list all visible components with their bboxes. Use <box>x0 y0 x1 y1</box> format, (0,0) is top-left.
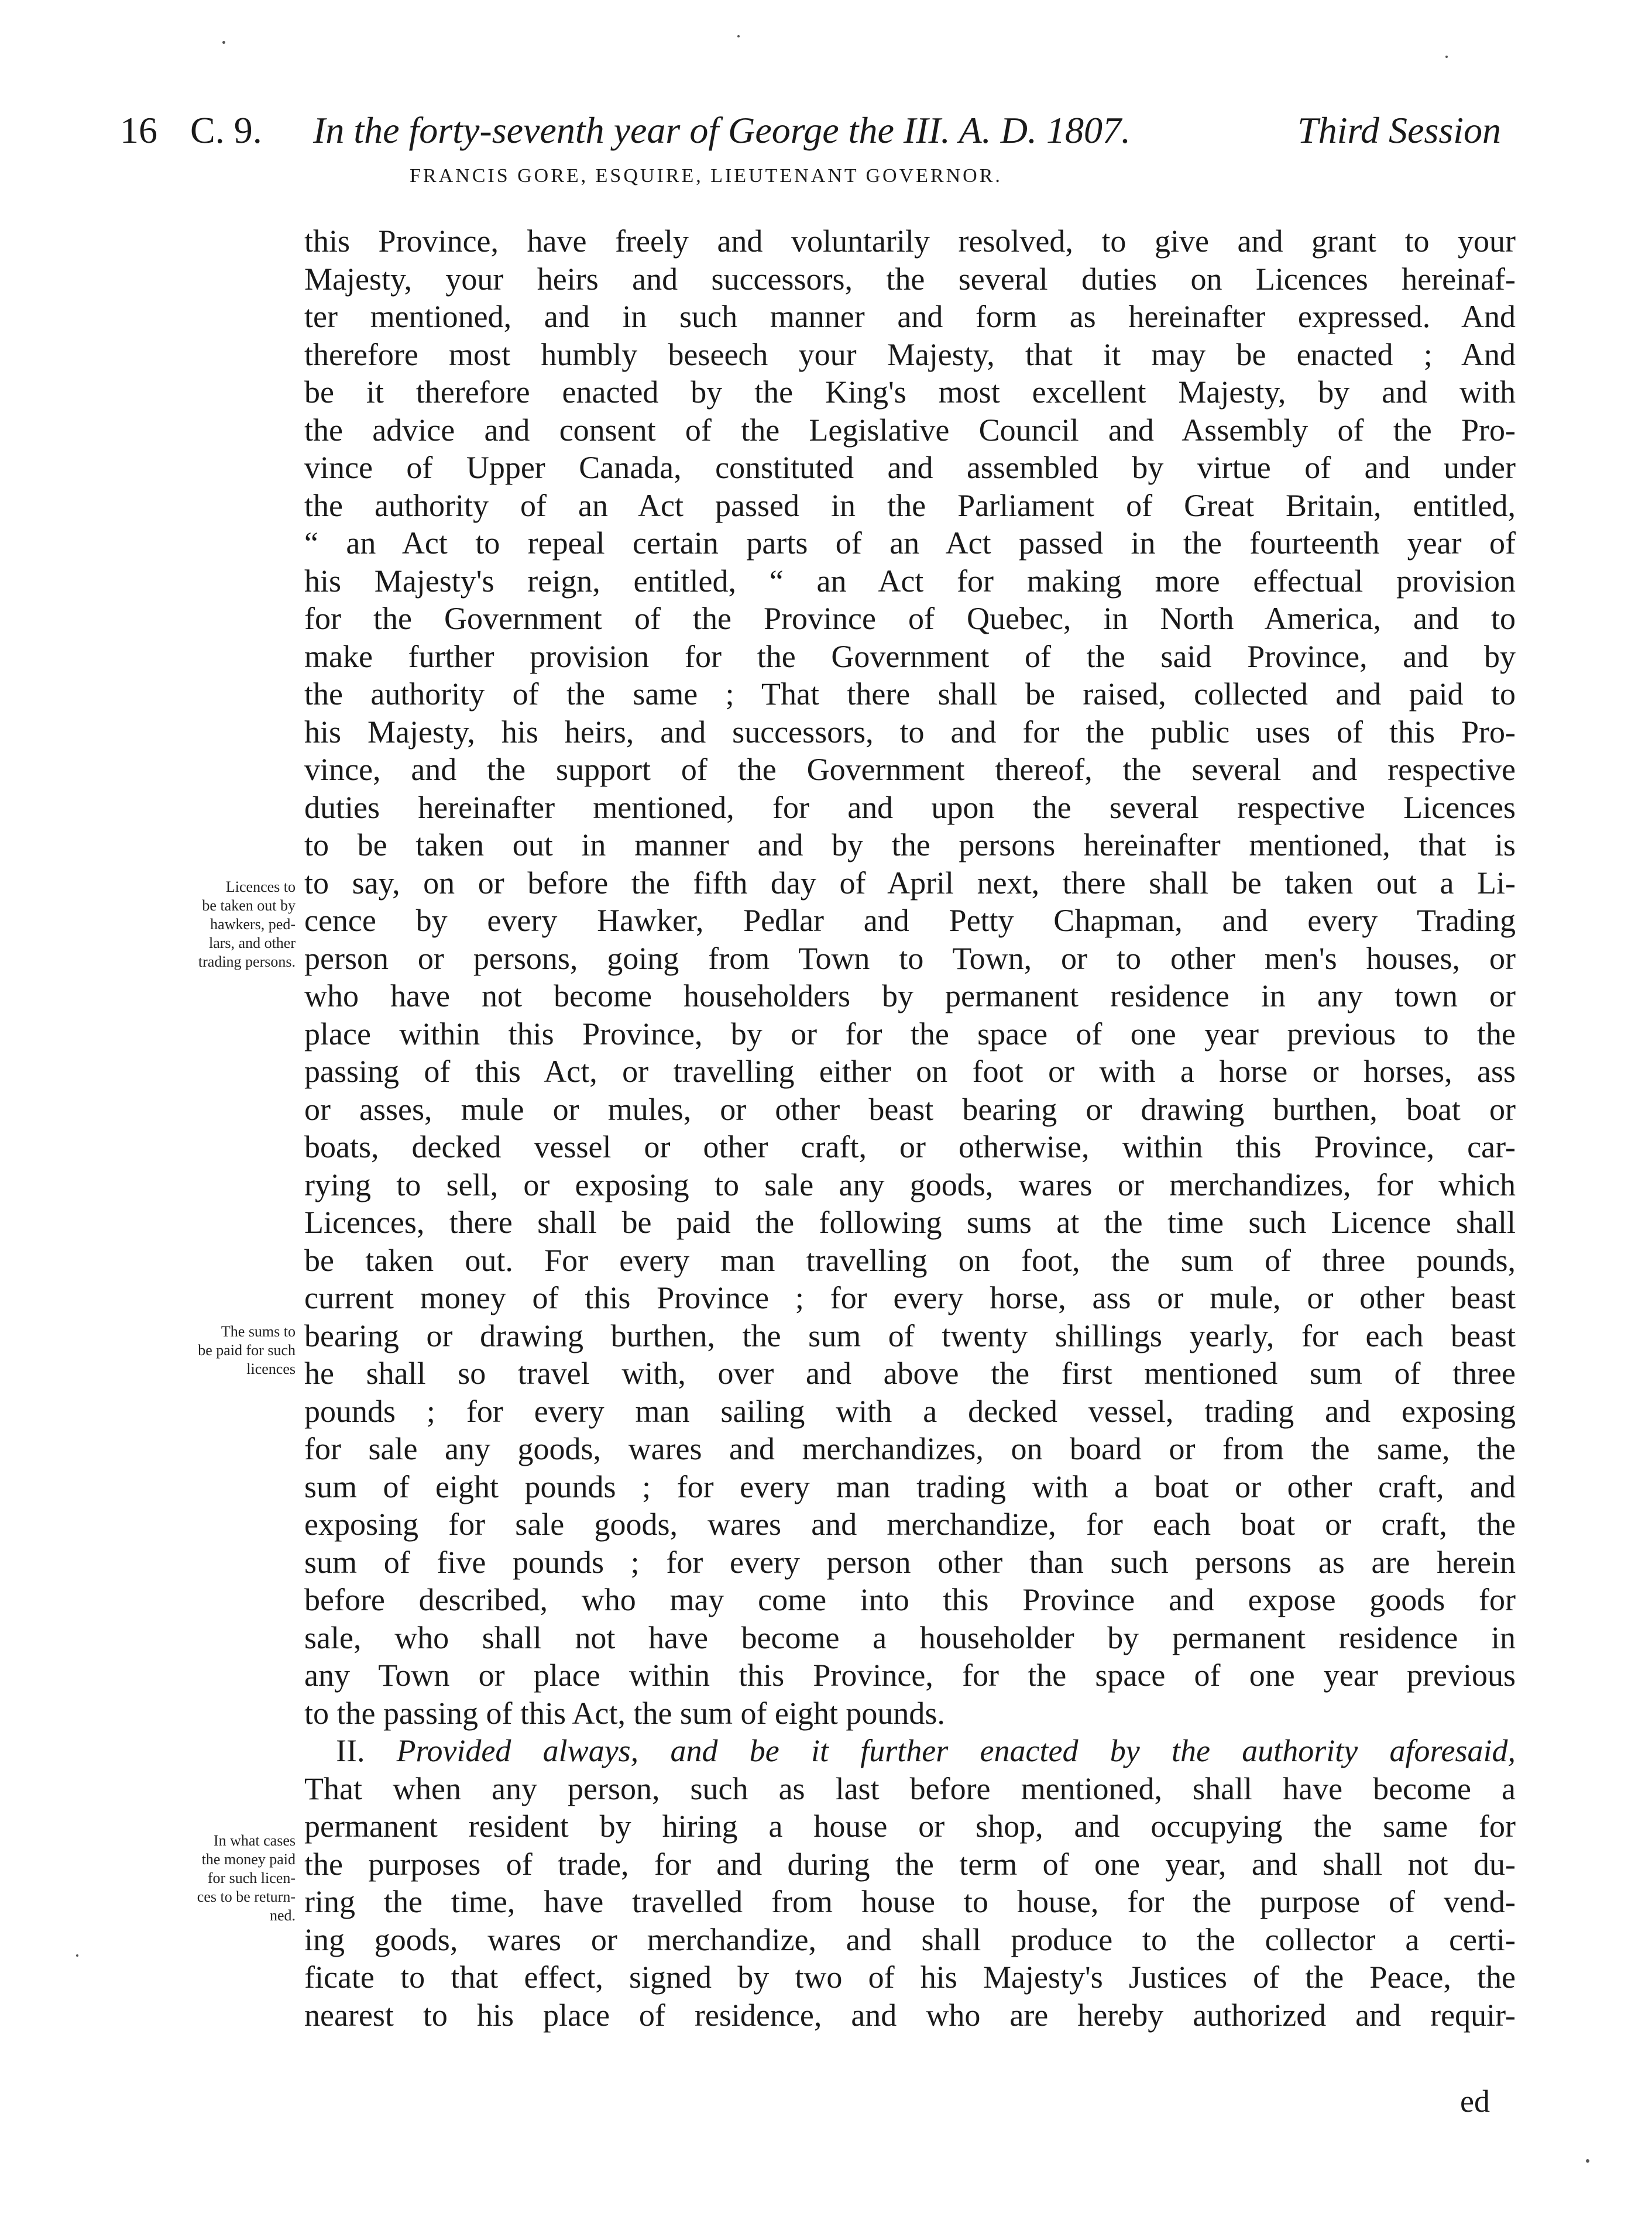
text-line: passing of this Act, or travelling either on foot or with a horse or horses, ass <box>304 1054 1516 1089</box>
paragraph-2 <box>304 1732 1516 2034</box>
margin-note-line: ces to be return- <box>197 1888 296 1905</box>
scan-speck <box>76 1954 78 1957</box>
margin-note-line: be taken out by <box>202 897 296 914</box>
text-line: Majesty, your heirs and successors, the several duties on Licences hereinaf- <box>304 261 1516 297</box>
text-line: ring the time, have travelled from house to house, for the purpose of vend- <box>304 1884 1516 1919</box>
text-line: his Majesty's reign, entitled, “ an Act for making more effectual provision <box>304 563 1516 599</box>
scan-speck <box>222 41 225 44</box>
running-head <box>120 104 1501 157</box>
text-line: any Town or place within this Province, for the space of one year previous <box>304 1658 1516 1693</box>
text-line: bearing or drawing burthen, the sum of twenty shillings yearly, for each beast <box>304 1318 1516 1353</box>
text-line: ter mentioned, and in such manner and form as hereinafter expressed. And <box>304 299 1516 334</box>
text-line: be it therefore enacted by the King's most excellent Majesty, by and with <box>304 374 1516 410</box>
text-line: the advice and consent of the Legislative Council and Assembly of the Pro- <box>304 412 1516 448</box>
margin-note-line: be paid for such <box>198 1342 296 1359</box>
text-line: he shall so travel with, over and above the first mentioned sum of three <box>304 1356 1516 1391</box>
margin-note-line: Licences to <box>225 878 296 895</box>
margin-note-line: The sums to <box>221 1323 296 1340</box>
scan-speck <box>737 35 740 37</box>
paragraph-1 <box>304 222 1516 1732</box>
statute-body <box>304 222 1516 2034</box>
text-line: nearest to his place of residence, and who are hereby authorized and requir- <box>304 1997 1516 2033</box>
text-line: to be taken out in manner and by the persons hereinafter mentioned, that is <box>304 827 1516 862</box>
text-line: place within this Province, by or for the space of one year previous to the <box>304 1016 1516 1051</box>
page-number: 16 <box>120 109 157 151</box>
proviso-italic: Provided always, and be it further enacted by the authority aforesaid, <box>396 1733 1516 1768</box>
margin-note-line: hawkers, ped- <box>210 916 296 933</box>
margin-note-line: ned. <box>269 1907 296 1924</box>
running-title: In the forty-seventh year of George the III. A. D. 1807. <box>313 109 1131 151</box>
margin-note-line: for such licen- <box>207 1870 296 1886</box>
scan-speck <box>1445 56 1448 58</box>
text-line: the authority of an Act passed in the Parliament of Great Britain, entitled, <box>304 487 1516 523</box>
text-line: “ an Act to repeal certain parts of an Act passed in the fourteenth year of <box>304 525 1516 561</box>
margin-note-licences <box>120 878 296 971</box>
scan-speck <box>1586 2159 1589 2163</box>
text-line: his Majesty, his heirs, and successors, to and for the public uses of this Pro- <box>304 714 1516 750</box>
margin-note-line: the money paid <box>201 1851 296 1868</box>
text-line: exposing for sale goods, wares and merchandize, for each boat or craft, the <box>304 1507 1516 1542</box>
text-line: boats, decked vessel or other craft, or otherwise, within this Province, car- <box>304 1129 1516 1164</box>
text-line: sum of eight pounds ; for every man trading with a boat or other craft, and <box>304 1469 1516 1504</box>
margin-note-return <box>120 1831 296 1925</box>
section-number: II. <box>336 1733 365 1768</box>
text-line: duties hereinafter mentioned, for and upon the several respective Licences <box>304 789 1516 825</box>
text-line: ficate to that effect, signed by two of his Majesty's Justices of the Peace, the <box>304 1960 1516 1995</box>
margin-note-line: licences <box>246 1360 296 1377</box>
text-line: current money of this Province ; for every horse, ass or mule, or other beast <box>304 1280 1516 1315</box>
text-line: vince, and the support of the Government thereof, the several and respective <box>304 752 1516 787</box>
text-line: for the Government of the Province of Quebec, in North America, and to <box>304 601 1516 636</box>
margin-note-line: trading persons. <box>198 953 296 970</box>
text-line: That when any person, such as last before mentioned, shall have become a <box>304 1771 1516 1806</box>
text-line: or asses, mule or mules, or other beast bearing or drawing burthen, boat or <box>304 1091 1516 1127</box>
margin-note-line: In what cases <box>213 1832 296 1849</box>
text-line: Licences, there shall be paid the following sums at the time such Licence shall <box>304 1205 1516 1240</box>
text-line: who have not become householders by permanent residence in any town or <box>304 978 1516 1013</box>
margin-note-line: lars, and other <box>208 934 296 951</box>
text-line: the authority of the same ; That there shall be raised, collected and paid to <box>304 676 1516 712</box>
text-line: the purposes of trade, for and during the term of one year, and shall not du- <box>304 1846 1516 1882</box>
text-line: to the passing of this Act, the sum of eight pounds. <box>304 1695 945 1731</box>
session-label: Third Session <box>1297 109 1501 151</box>
text-line: person or persons, going from Town to Town, or to other men's houses, or <box>304 940 1516 976</box>
catchword: ed <box>1460 2084 1490 2119</box>
margin-note-sums <box>120 1322 296 1379</box>
chapter-number: C. 9. <box>190 109 262 151</box>
text-line: for sale any goods, wares and merchandizes, on board or from the same, the <box>304 1431 1516 1466</box>
text-line: rying to sell, or exposing to sale any goods, wares or merchandizes, for which <box>304 1167 1516 1202</box>
text-line: to say, on or before the fifth day of April next, there shall be taken out a Li- <box>304 865 1516 901</box>
text-line: permanent resident by hiring a house or shop, and occupying the same for <box>304 1809 1516 1844</box>
text-line: ing goods, wares or merchandize, and shall produce to the collector a certi- <box>304 1922 1516 1957</box>
text-line: pounds ; for every man sailing with a decked vessel, trading and exposing <box>304 1393 1516 1429</box>
text-line: sum of five pounds ; for every person other than such persons as are herein <box>304 1544 1516 1580</box>
text-line: this Province, have freely and voluntarily resolved, to give and grant to your <box>304 224 1516 259</box>
text-line: vince of Upper Canada, constituted and assembled by virtue of and under <box>304 450 1516 485</box>
text-line: before described, who may come into this Province and expose goods for <box>304 1582 1516 1617</box>
text-line: cence by every Hawker, Pedlar and Petty Chapman, and every Trading <box>304 903 1516 938</box>
governor-subhead: FRANCIS GORE, ESQUIRE, LIEUTENANT GOVERNOR. <box>410 165 1002 187</box>
text-line: sale, who shall not have become a householder by permanent residence in <box>304 1620 1516 1655</box>
text-line: be taken out. For every man travelling on foot, the sum of three pounds, <box>304 1242 1516 1278</box>
text-line: make further provision for the Government of the said Province, and by <box>304 638 1516 674</box>
text-line: therefore most humbly beseech your Majesty, that it may be enacted ; And <box>304 336 1516 372</box>
para2-lead-line <box>304 1732 1516 1770</box>
